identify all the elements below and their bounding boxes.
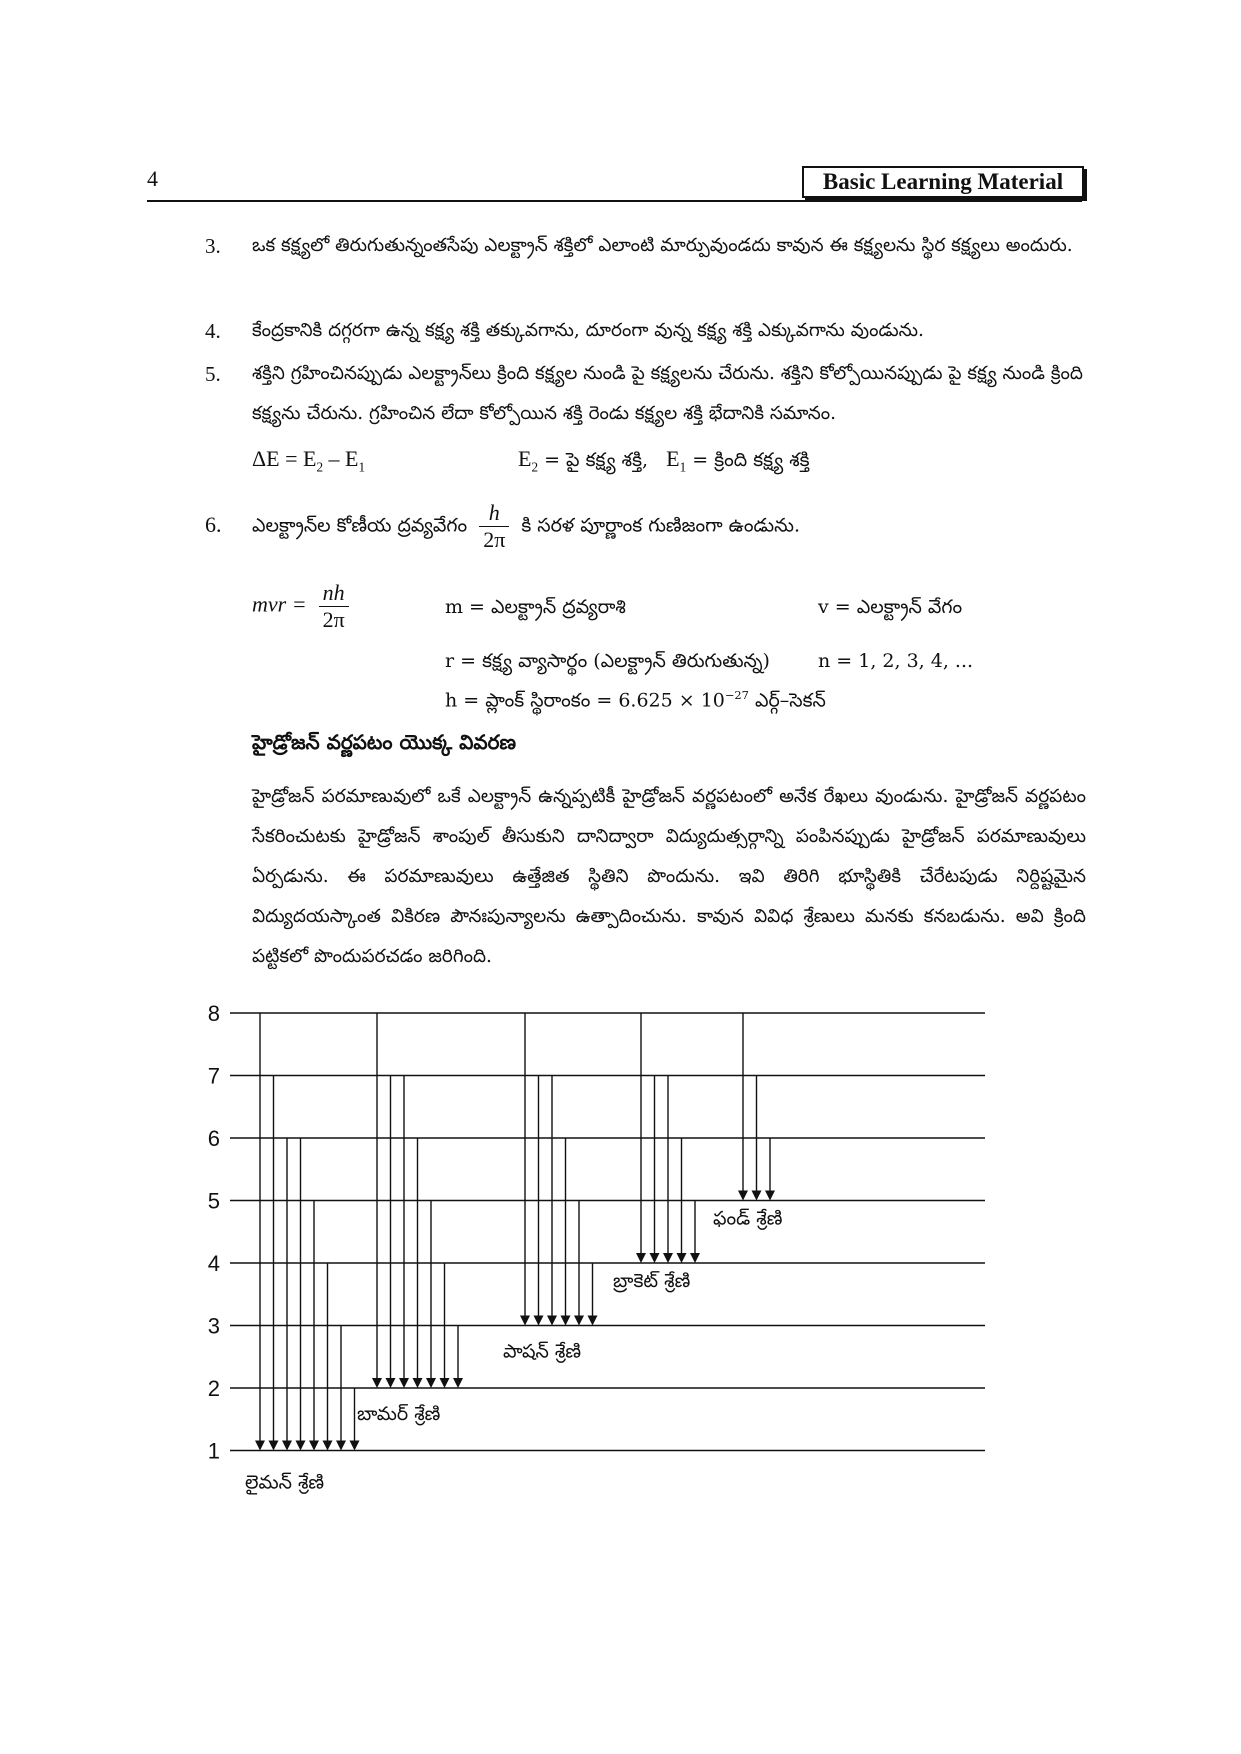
- energy-level-label: 5: [207, 1188, 220, 1214]
- arrow-head: [636, 1253, 646, 1263]
- item-number: 3.: [205, 234, 221, 258]
- arrow-head: [309, 1441, 319, 1451]
- h-over-2pi-fraction: $\frac{h}{2\pi}$: [479, 500, 509, 553]
- item-text-after: కి సరళ పూర్ణాంక గుణిజంగా ఉండును.: [521, 514, 801, 537]
- energy-level-label: 7: [207, 1063, 220, 1089]
- arrow-head: [413, 1378, 423, 1388]
- arrow-head: [520, 1316, 530, 1326]
- arrow-head: [269, 1441, 279, 1451]
- energy-definitions: $E_2$ = పై కక్ష్య శక్తి, $E_1$ = క్రింది కక్ష్య శక్తి: [518, 446, 810, 475]
- planck-definition: h = ప్లాంక్ స్థిరాంకం = $6.625 \times 10^{-27}$ ఎర్గ్–సెకన్: [445, 688, 826, 712]
- n-definition: n = 1, 2, 3, 4, ...: [818, 650, 974, 672]
- arrow-head: [534, 1316, 544, 1326]
- header-rule: [147, 200, 1082, 202]
- arrow-head: [677, 1253, 687, 1263]
- series-label: పాషన్ శ్రేణి: [503, 1340, 582, 1363]
- arrow-head: [547, 1316, 557, 1326]
- arrow-head: [690, 1253, 700, 1263]
- item-text: ఎలక్ట్రాన్‌ల కోణీయ ద్రవ్యవేగం: [252, 514, 468, 537]
- series-label: బామర్ శ్రేణి: [357, 1403, 441, 1425]
- arrow-head: [765, 1191, 775, 1201]
- energy-level-label: 2: [207, 1376, 220, 1401]
- series-label: బ్రాకెట్ శ్రేణి: [613, 1270, 691, 1292]
- arrow-head: [296, 1441, 306, 1451]
- energy-difference-formula: $\Delta E = E_2 - E_1$: [252, 446, 366, 475]
- series-label: లైమన్ శ్రేణి: [245, 1471, 325, 1494]
- arrow-head: [588, 1316, 598, 1326]
- arrow-head: [255, 1441, 265, 1451]
- energy-level-label: 4: [207, 1251, 220, 1276]
- arrow-head: [574, 1316, 584, 1326]
- list-item-5: [205, 354, 1085, 434]
- arrow-head: [323, 1441, 333, 1451]
- list-item-4: [205, 311, 1085, 351]
- energy-level-label: 8: [207, 1001, 220, 1026]
- running-header: Basic Learning Material: [802, 166, 1084, 198]
- velocity-definition: v = ఎలక్ట్రాన్ వేగం: [818, 596, 963, 618]
- mass-definition: m = ఎలక్ట్రాన్ ద్రవ్యరాశి: [445, 596, 626, 618]
- arrow-head: [738, 1191, 748, 1201]
- energy-level-label: 3: [207, 1313, 220, 1339]
- section-paragraph: హైడ్రోజన్ పరమాణువులో ఒకే ఎలక్ట్రాన్ ఉన్నప్పటికీ హైడ్రోజన్ వర్ణపటంలో అనేక రేఖలు వుండును. హైడ్రోజన్ వర్ణపటం సేకరించుటకు హైడ్రోజన్ శాంపుల్ తీసుకుని దానిద్వారా విద్యుదుత్సర్గాన్ని పంపినప్పుడు హైడ్రోజన్ పరమాణువులు ఏర్పడును. ఈ పరమాణువులు ఉత్తేజిత స్థితిని పొందును. ఇవి తిరిగి భూస్థితికి చేరేటపుడు నిర్దిష్టమైన విద్యుదయస్కాంత వికిరణ పౌనఃపున్యాలను ఉత్పాదించును. కావున వివిధ శ్రేణులు మనకు కనబడును. అవి క్రింది పట్టికలో పొందుపరచడం జరిగింది.: [252, 786, 1086, 967]
- item-number: 4.: [205, 319, 221, 343]
- arrow-head: [650, 1253, 660, 1263]
- radius-definition: r = కక్ష్య వ్యాసార్థం (ఎలక్ట్రాన్ తిరుగుతున్న): [445, 650, 770, 672]
- arrow-head: [336, 1441, 346, 1451]
- arrow-head: [663, 1253, 673, 1263]
- item-number: 6.: [205, 511, 222, 537]
- arrow-head: [453, 1378, 463, 1388]
- arrow-head: [372, 1378, 382, 1388]
- arrow-head: [386, 1378, 396, 1388]
- arrow-head: [561, 1316, 571, 1326]
- item-number: 5.: [205, 362, 221, 386]
- arrow-head: [282, 1441, 292, 1451]
- arrow-head: [752, 1191, 762, 1201]
- item-text: ఒక కక్ష్యలో తిరుగుతున్నంతసేపు ఎలక్ట్రాన్ శక్తిలో ఎలాంటి మార్పువుండదు కావున ఈ కక్ష్యలను స్థిర కక్ష్యలు అందురు.: [252, 235, 1073, 256]
- arrow-head: [440, 1378, 450, 1388]
- series-label: ఫండ్ శ్రేణి: [713, 1207, 783, 1230]
- arrow-head: [350, 1441, 360, 1451]
- section-title: హైడ్రోజన్ వర్ణపటం యొక్క వివరణ: [252, 730, 516, 754]
- item-text: కేంద్రకానికి దగ్గరగా ఉన్న కక్ష్య శక్తి తక్కువగాను, దూరంగా వున్న కక్ష్య శక్తి ఎక్కువగాను వుండును.: [252, 320, 924, 341]
- arrow-head: [426, 1378, 436, 1388]
- item-text: శక్తిని గ్రహించినప్పుడు ఎలక్ట్రాన్‌లు క్రింది కక్ష్యల నుండి పై కక్ష్యలను చేరును. శక్తిని కోల్పోయినప్పుడు పై కక్ష్య నుండి క్రింది కక్ష్యను చేరును. గ్రహించిన లేదా కోల్పోయిన శక్తి రెండు కక్ష్యల శక్తి భేదానికి సమానం.: [252, 363, 1083, 424]
- arrow-head: [399, 1378, 409, 1388]
- energy-level-label: 6: [207, 1126, 220, 1151]
- hydrogen-spectrum-diagram: [195, 990, 1005, 1510]
- angular-momentum-formula: mvr = $\frac{nh}{2\pi}$: [252, 580, 355, 633]
- page-number: 4: [147, 166, 158, 191]
- list-item-3: [205, 226, 1085, 266]
- list-item-6: [205, 500, 800, 553]
- energy-level-label: 1: [207, 1438, 220, 1464]
